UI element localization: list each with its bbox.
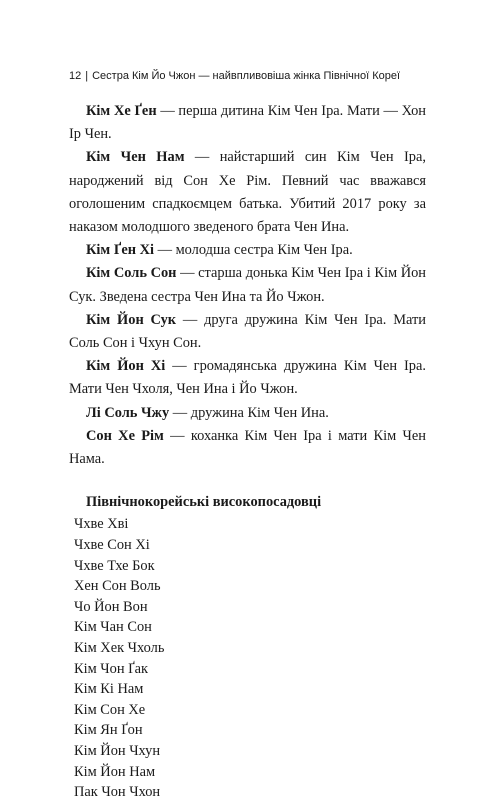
bio-text: — дружина Кім Чен Ина. [169,404,329,421]
bio-name: Кім Йон Сук [86,311,177,328]
bio-name: Кім Йон Хі [86,358,166,375]
official-name: Кім Сон Хе [74,701,146,718]
bio-entry [69,425,426,471]
bio-entry [69,146,426,239]
official-name: Кім Чон Ґак [74,660,149,677]
official-name: Кім Чан Сон [74,619,152,636]
official-name: Чхве Хві [74,516,129,533]
bio-entry [69,262,426,308]
official-name: Кім Йон Чхун [74,742,161,759]
bio-text: — перша дитина Кім Чен Іра. Мати — Хон Ір Чен. [69,103,426,143]
bio-text: — громадянська дружина Кім Чен Іра. Мати Чен Чхоля, Чен Ина і Йо Чжон. [69,358,426,398]
header-separator: | [85,70,89,82]
bio-name: Сон Хе Рім [86,427,164,444]
official-name: Пак Чон Чхон [74,784,161,801]
bio-name: Кім Хе Ґен [86,103,157,119]
official-name: Хен Сон Воль [74,578,161,595]
bio-entry [69,355,426,401]
page-number: 12 [69,70,82,82]
official-name: Кім Ян Ґон [74,722,143,739]
bio-entry [69,402,426,425]
bio-text: — коханка Кім Чен Іра і мати Кім Чен Нама. [69,427,426,468]
bio-entry [69,309,426,355]
official-name: Чхве Тхе Бок [74,557,155,574]
bio-text: — найстарший син Кім Чен Іра, народжений від Сон Хе Рім. Певний час вважався оголошеним спадкоємцем батька. Убитий 2017 року за наказом молодшого зведеного брата Чен Ина. [69,149,426,236]
running-title: Сестра Кім Йо Чжон — найвпливовіша жінка Північної Кореї [92,70,401,82]
bio-entry [69,100,426,146]
bio-entry [69,239,426,262]
official-name: Кім Кі Нам [74,681,144,698]
official-name: Кім Хек Чхоль [74,640,165,657]
page-body [69,100,426,803]
bio-name: Кім Соль Сон [86,265,177,282]
bio-name: Лі Соль Чжу [86,404,170,421]
official-name: Кім Йон Нам [74,763,156,780]
running-header [69,70,400,82]
bio-text: — молодша сестра Кім Чен Іра. [153,242,353,259]
bio-text: — друга дружина Кім Чен Іра. Мати Соль Сон і Чхун Сон. [69,311,426,352]
bio-name: Кім Чен Нам [86,149,185,166]
official-name: Чхве Сон Хі [74,537,150,554]
officials-section-title: Північнокорейські високопосадовці [86,494,322,511]
official-name: Чо Йон Вон [74,598,148,615]
officials-list [69,514,426,802]
bio-text: — старша донька Кім Чен Іра і Кім Йон Сук. Зведена сестра Чен Ина та Йо Чжон. [69,265,426,305]
bio-name: Кім Ґен Хі [86,242,154,259]
